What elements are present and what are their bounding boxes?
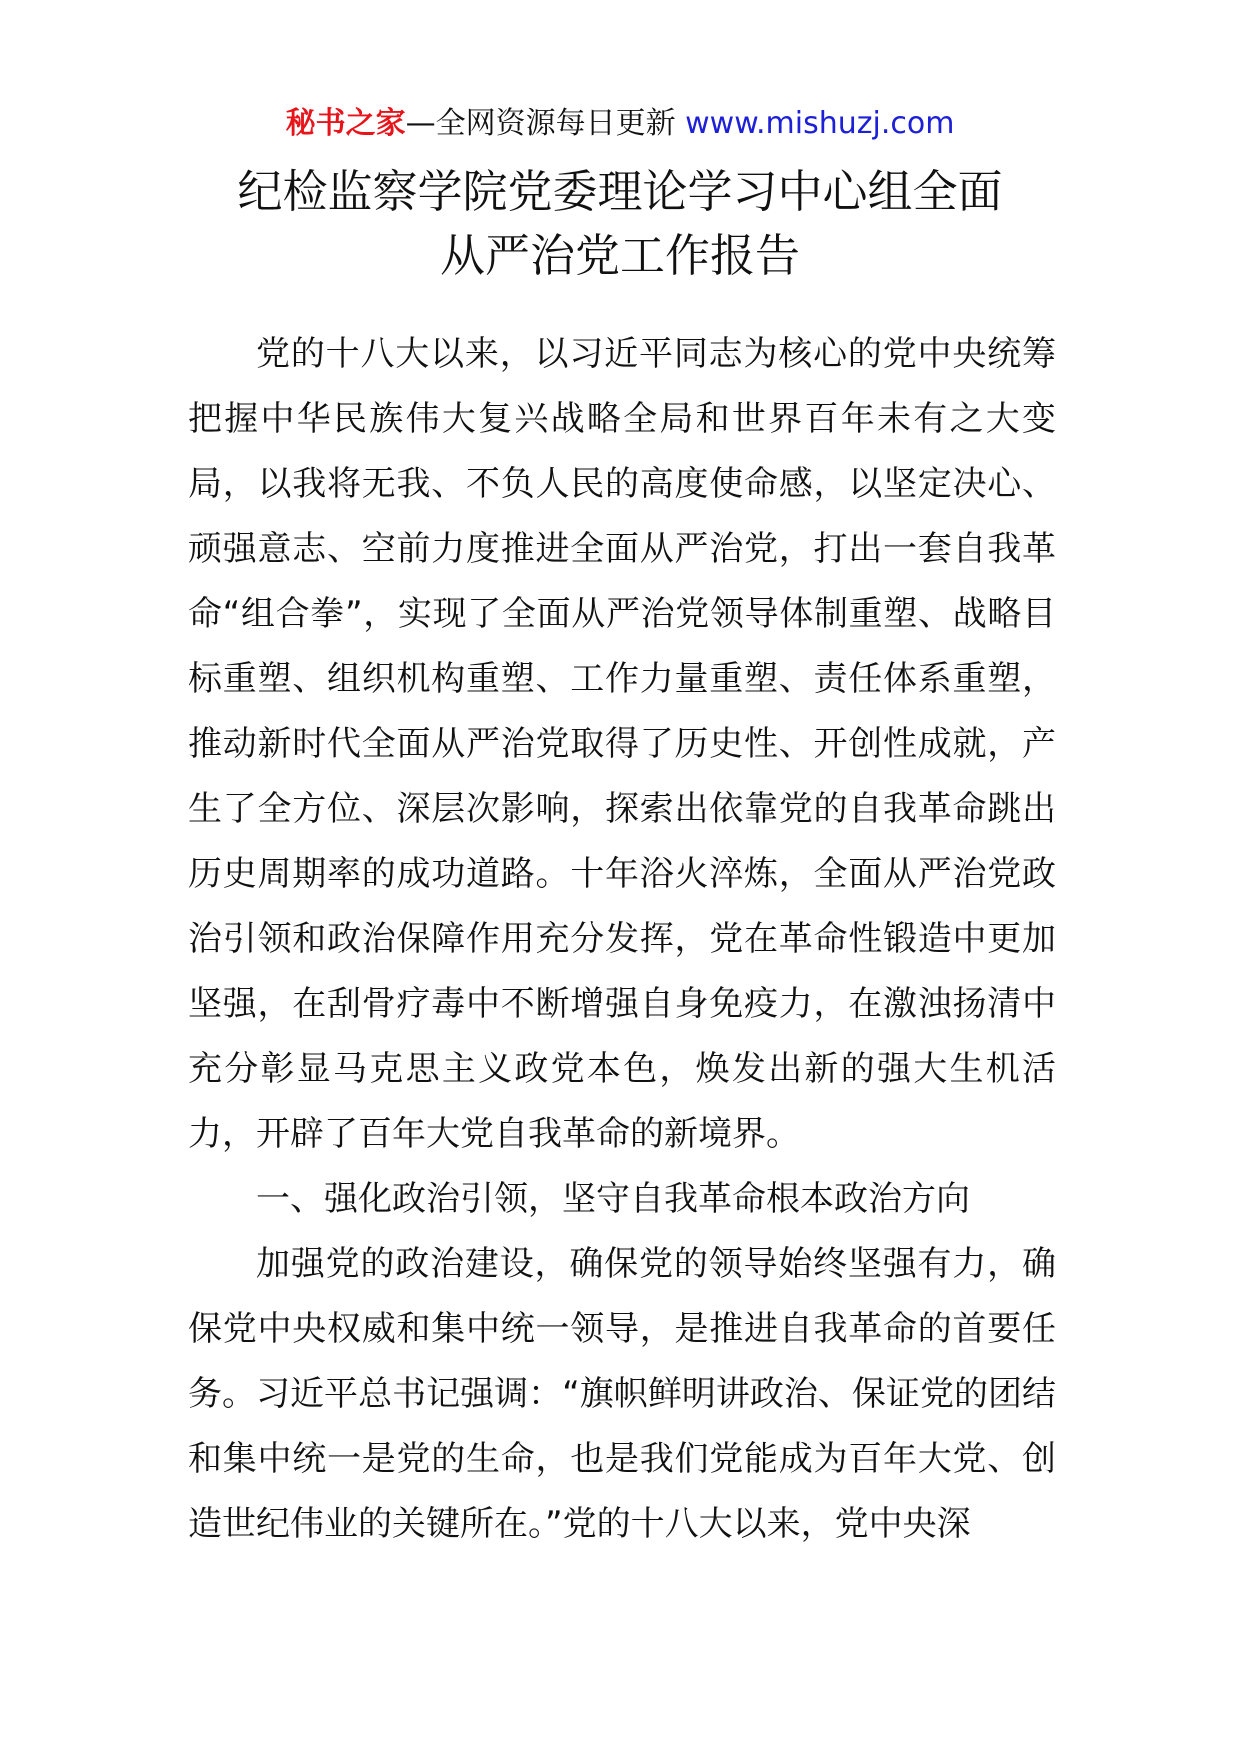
document-body <box>188 322 1056 1557</box>
brand-name: 秘书之家 <box>285 106 406 141</box>
paragraph-intro: 党的十八大以来，以习近平同志为核心的党中央统筹把握中华民族伟大复兴战略全局和世界百年未有之大变局，以我将无我、不负人民的高度使命感，以坚定决心、顽强意志、空前力度推进全面从严治党，打出一套自我革命“组合拳”，实现了全面从严治党领导体制重塑、战略目标重塑、组织机构重塑、工作力量重塑、责任体系重塑，推动新时代全面从严治党取得了历史性、开创性成就，产生了全方位、深层次影响，探索出依靠党的自我革命跳出历史周期率的成功道路。十年浴火淬炼，全面从严治党政治引领和政治保障作用充分发挥，党在革命性锻造中更加坚强，在刮骨疗毒中不断增强自身免疫力，在激浊扬清中充分彰显马克思主义政党本色，焕发出新的强大生机活力，开辟了百年大党自我革命的新境界。 <box>188 334 1056 1154</box>
header-slogan: —全网资源每日更新 <box>405 106 676 141</box>
page-header <box>0 102 1240 146</box>
site-url: www.mishuzj.com <box>685 106 955 141</box>
document-title <box>0 160 1240 288</box>
section-heading-1: 一、强化政治引领，坚守自我革命根本政治方向 <box>256 1179 970 1219</box>
paragraph-section-1: 加强党的政治建设，确保党的领导始终坚强有力，确保党中央权威和集中统一领导，是推进自我革命的首要任务。习近平总书记强调：“旗帜鲜明讲政治、保证党的团结和集中统一是党的生命，也是我们党能成为百年大党、创造世纪伟业的关键所在。”党的十八大以来，党中央深 <box>188 1244 1056 1544</box>
title-line-1: 纪检监察学院党委理论学习中心组全面 <box>237 165 1003 218</box>
title-line-2: 从严治党工作报告 <box>439 229 800 282</box>
